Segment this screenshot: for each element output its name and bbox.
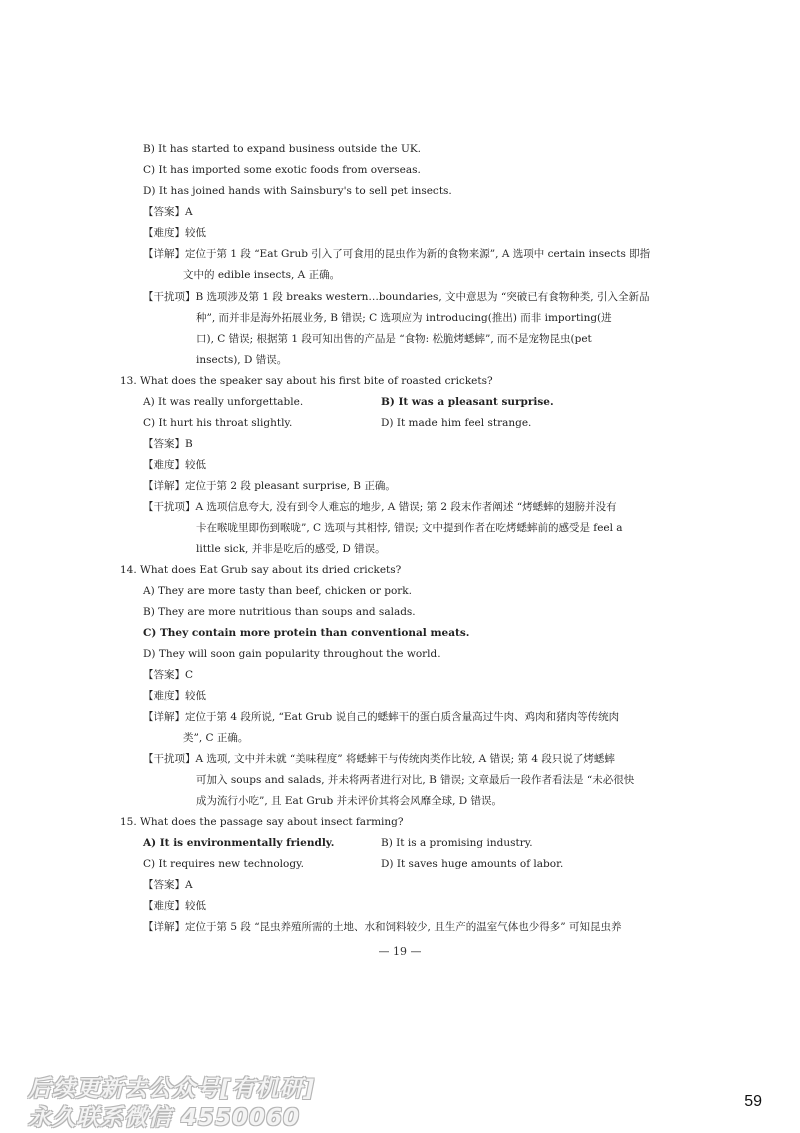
- option-line: C) It has imported some exotic foods from overseas.: [143, 164, 421, 176]
- option-c: C) It requires new technology.: [143, 858, 304, 870]
- option-d: D) They will soon gain popularity throughout the world.: [143, 648, 441, 660]
- answer-value: C: [185, 669, 194, 681]
- answer-tag: 【答案】: [143, 879, 185, 891]
- answer-tag: 【答案】: [143, 669, 185, 681]
- detail-line: 文中的 edible insects, A 正确。: [183, 269, 341, 281]
- detail-tag: 【详解】: [143, 921, 185, 933]
- question-15: 15. What does the passage say about insect farming?: [120, 816, 404, 828]
- watermark-line-1: 后续更新去公众号[有机研]: [28, 1076, 316, 1102]
- option-c: C) They contain more protein than conventional meats.: [143, 627, 470, 639]
- difficulty-value: 较低: [185, 459, 206, 471]
- distractor-tag: 【干扰项】: [143, 291, 196, 303]
- detail-tag: 【详解】: [143, 248, 185, 260]
- distractor-line: insects), D 错误。: [196, 354, 288, 366]
- answer-line: [0, 877, 800, 893]
- difficulty-line: [0, 225, 800, 241]
- answer-value: B: [185, 438, 193, 450]
- difficulty-value: 较低: [185, 900, 206, 912]
- difficulty-tag: 【难度】: [143, 900, 185, 912]
- difficulty-line: [0, 688, 800, 704]
- page-number: — 19 —: [378, 945, 422, 958]
- answer-value: A: [185, 206, 193, 218]
- detail-line: 【详解】定位于第 5 段 “昆虫养殖所需的土地、水和饲料较少, 且生产的温室气体也少得多” 可知昆虫养: [143, 921, 622, 933]
- option-a: A) It is environmentally friendly.: [143, 837, 335, 849]
- difficulty-value: 较低: [185, 227, 206, 239]
- difficulty-line: [0, 898, 800, 914]
- corner-page-number: 59: [744, 1093, 762, 1110]
- option-a: A) They are more tasty than beef, chicken or pork.: [143, 585, 412, 597]
- watermark: [28, 1075, 318, 1133]
- distractor-line: 【干扰项】A 选项, 文中并未就 “美味程度” 将蟋蟀干与传统肉类作比较, A 错误; 第 4 段只说了烤蟋蟀: [143, 753, 615, 765]
- answer-line: [0, 436, 800, 452]
- distractor-line: 【干扰项】B 选项涉及第 1 段 breaks western…boundaries, 文中意思为 “突破已有食物种类, 引入全新品: [143, 291, 650, 303]
- watermark-line-2: 永久联系微信 4550060: [28, 1105, 301, 1131]
- distractor-line: little sick, 并非是吃后的感受, D 错误。: [196, 543, 386, 555]
- distractor-line: 成为流行小吃”, 且 Eat Grub 并未评价其将会风靡全球, D 错误。: [196, 795, 503, 807]
- detail-line: 【详解】定位于第 4 段所说, “Eat Grub 说自己的蟋蟀干的蛋白质含量高过牛肉、鸡肉和猪肉等传统肉: [143, 711, 620, 723]
- difficulty-value: 较低: [185, 690, 206, 702]
- difficulty-tag: 【难度】: [143, 459, 185, 471]
- option-b: B) It was a pleasant surprise.: [381, 396, 554, 408]
- option-line: D) It has joined hands with Sainsbury's to sell pet insects.: [143, 185, 452, 197]
- answer-line: [0, 204, 800, 220]
- difficulty-line: [0, 457, 800, 473]
- answer-line: [0, 667, 800, 683]
- question-14: 14. What does Eat Grub say about its dried crickets?: [120, 564, 402, 576]
- detail-line: 【详解】定位于第 1 段 “Eat Grub 引入了可食用的昆虫作为新的食物来源”, A 选项中 certain insects 即指: [143, 248, 651, 260]
- option-b: B) It is a promising industry.: [381, 837, 533, 849]
- option-c: C) It hurt his throat slightly.: [143, 417, 293, 429]
- distractor-tag: 【干扰项】: [143, 753, 196, 765]
- distractor-line: 卡在喉咙里即伤到喉咙”, C 选项与其相悖, 错误; 文中提到作者在吃烤蟋蟀前的感受是 feel a: [196, 522, 623, 534]
- distractor-line: 【干扰项】A 选项信息夸大, 没有到令人难忘的地步, A 错误; 第 2 段末作者阐述 “烤蟋蟀的翅膀并没有: [143, 501, 617, 513]
- detail-line: 【详解】定位于第 2 段 pleasant surprise, B 正确。: [143, 480, 396, 492]
- option-line: B) It has started to expand business outside the UK.: [143, 143, 422, 155]
- detail-tag: 【详解】: [143, 480, 185, 492]
- difficulty-tag: 【难度】: [143, 690, 185, 702]
- question-13: 13. What does the speaker say about his first bite of roasted crickets?: [120, 375, 493, 387]
- distractor-line: 种”, 而并非是海外拓展业务, B 错误; C 选项应为 introducing(推出) 而非 importing(进: [196, 312, 612, 324]
- option-d: D) It made him feel strange.: [381, 417, 532, 429]
- detail-tag: 【详解】: [143, 711, 185, 723]
- option-d: D) It saves huge amounts of labor.: [381, 858, 564, 870]
- detail-line: 类”, C 正确。: [183, 732, 249, 744]
- distractor-line: 口), C 错误; 根据第 1 段可知出售的产品是 “食物: 松脆烤蟋蟀”, 而不是宠物昆虫(pet: [196, 333, 592, 345]
- answer-value: A: [185, 879, 193, 891]
- answer-tag: 【答案】: [143, 206, 185, 218]
- option-a: A) It was really unforgettable.: [143, 396, 304, 408]
- option-b: B) They are more nutritious than soups and salads.: [143, 606, 416, 618]
- distractor-tag: 【干扰项】: [143, 501, 196, 513]
- distractor-line: 可加入 soups and salads, 并未将两者进行对比, B 错误; 文章最后一段作者看法是 “未必很快: [196, 774, 635, 786]
- answer-tag: 【答案】: [143, 438, 185, 450]
- difficulty-tag: 【难度】: [143, 227, 185, 239]
